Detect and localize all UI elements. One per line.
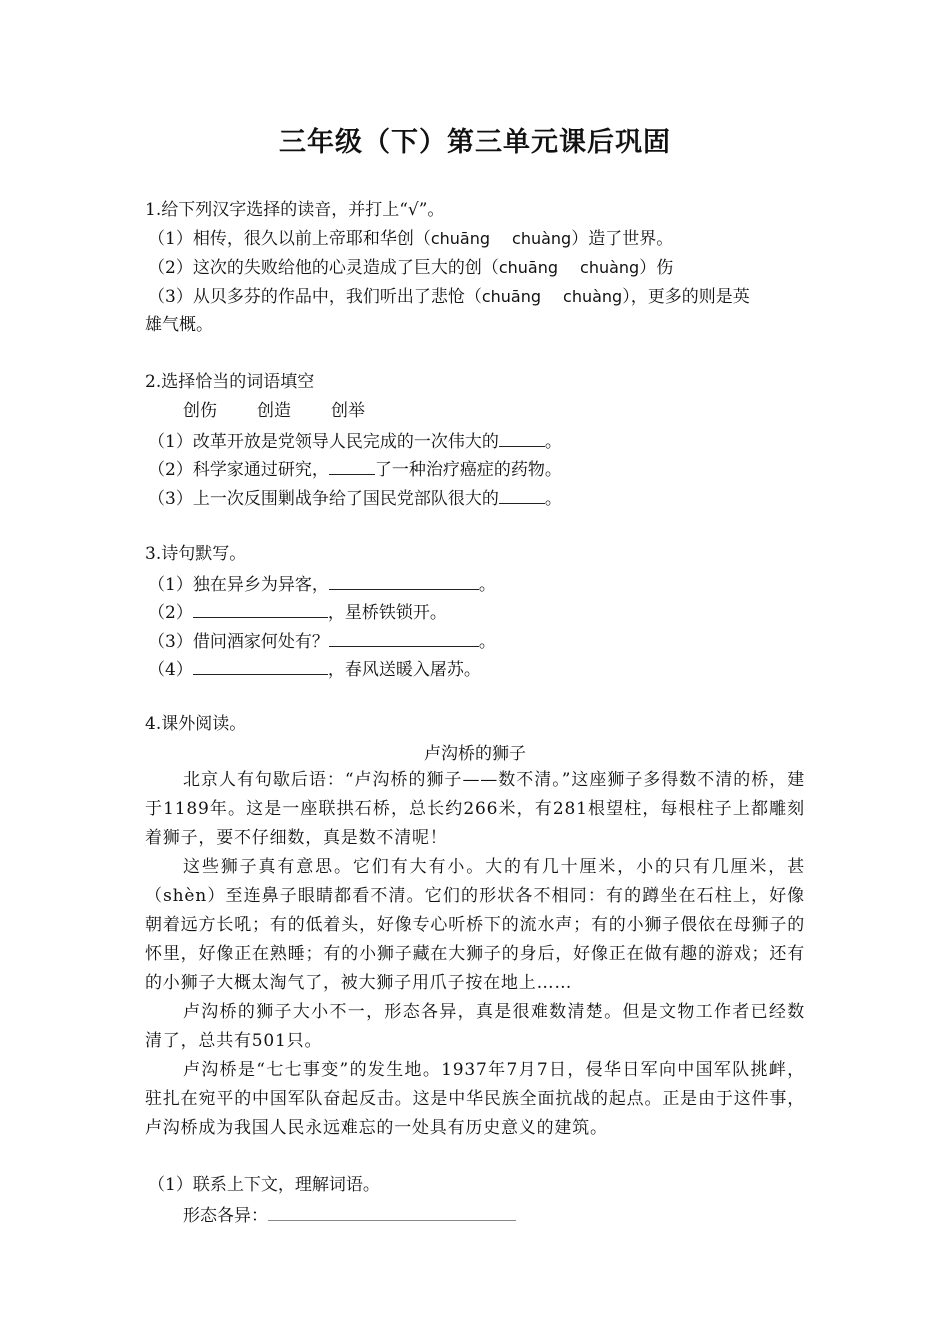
pinyin-option-chuang1[interactable]: chuāng [430,229,491,248]
q1-item-2: （2）这次的失败给他的心灵造成了巨大的创（chuāng chuàng）伤 [148,258,674,278]
q3-item-4: （4） ，春风送暖入屠苏。 [148,654,481,684]
word-option: 创造 [257,401,291,421]
answer-blank[interactable] [268,1200,516,1221]
reading-passage [145,766,805,1143]
pinyin-option-chuang1[interactable]: chuāng [481,287,542,306]
passage-paragraph: 卢沟桥的狮子大小不一，形态各异，真是很难数清楚。但是文物工作者已经数清了，总共有501只。 [145,1002,805,1051]
q4-sub1-term: 形态各异： [183,1200,516,1230]
answer-blank[interactable] [193,654,328,675]
answer-blank[interactable] [499,426,545,447]
q3-prompt: 3.诗句默写。 [145,544,247,564]
passage-paragraph: 北京人有句歇后语：“卢沟桥的狮子——数不清。”这座狮子多得数不清的桥，建于1189年。这是一座联拱石桥，总长约266米，有281根望柱，每根柱子上都雕刻着狮子，要不仔细数，真是数不清呢！ [145,770,805,848]
passage-paragraph: 卢沟桥是“七七事变”的发生地。1937年7月7日，侵华日军向中国军队挑衅，驻扎在宛平的中国军队奋起反击。这是中华民族全面抗战的起点。正是由于这件事，卢沟桥成为我国人民永远难忘的一处具有历史意义的建筑。 [145,1060,805,1138]
q4-sub1-prompt: （1）联系上下文，理解词语。 [148,1175,380,1195]
page-title: 三年级（下）第三单元课后巩固 [279,127,671,158]
answer-blank[interactable] [499,483,545,504]
pinyin-option-chuang4[interactable]: chuàng [580,258,640,277]
word-option: 创伤 [183,401,217,421]
q2-item-1: （1）改革开放是党领导人民完成的一次伟大的 。 [148,426,562,456]
passage-paragraph: 这些狮子真有意思。它们有大有小。大的有几十厘米，小的只有几厘米，甚（shèn）至连鼻子眼睛都看不清。它们的形状各不相同：有的蹲坐在石柱上，好像朝着远方长吼；有的低着头，好像专心听桥下的流水声；有的小狮子偎依在母狮子的怀里，好像正在熟睡；有的小狮子藏在大狮子的身后，好像正在做有趣的游戏；还有的小狮子大概太淘气了，被大狮子用爪子按在地上…… [145,857,805,993]
q2-word-bank [183,397,405,425]
pinyin-option-chuang1[interactable]: chuāng [498,258,559,277]
pinyin-option-chuang4[interactable]: chuàng [512,229,572,248]
q1-item-1: （1）相传，很久以前上帝耶和华创（chuāng chuàng）造了世界。 [148,229,674,249]
q4-prompt: 4.课外阅读。 [145,714,247,734]
passage-title: 卢沟桥的狮子 [424,744,526,764]
answer-blank[interactable] [329,454,375,475]
q3-item-3: （3）借问酒家何处有？ 。 [148,626,496,656]
answer-blank[interactable] [329,626,479,647]
q2-prompt: 2.选择恰当的词语填空 [145,372,315,392]
q3-item-1: （1）独在异乡为异客， 。 [148,569,496,599]
pinyin-option-chuang4[interactable]: chuàng [563,287,623,306]
q1-item-3: （3）从贝多芬的作品中，我们听出了悲怆（chuāng chuàng），更多的则是英 [148,287,750,307]
q3-item-2: （2） ，星桥铁锁开。 [148,597,447,627]
word-option: 创举 [331,401,365,421]
answer-blank[interactable] [329,569,479,590]
answer-blank[interactable] [193,597,328,618]
q1-prompt: 1.给下列汉字选择的读音，并打上“√”。 [145,200,445,220]
q1-item-3-continued: 雄气概。 [145,315,213,335]
q2-item-2: （2）科学家通过研究， 了一种治疗癌症的药物。 [148,454,562,484]
q2-item-3: （3）上一次反围剿战争给了国民党部队很大的 。 [148,483,562,513]
